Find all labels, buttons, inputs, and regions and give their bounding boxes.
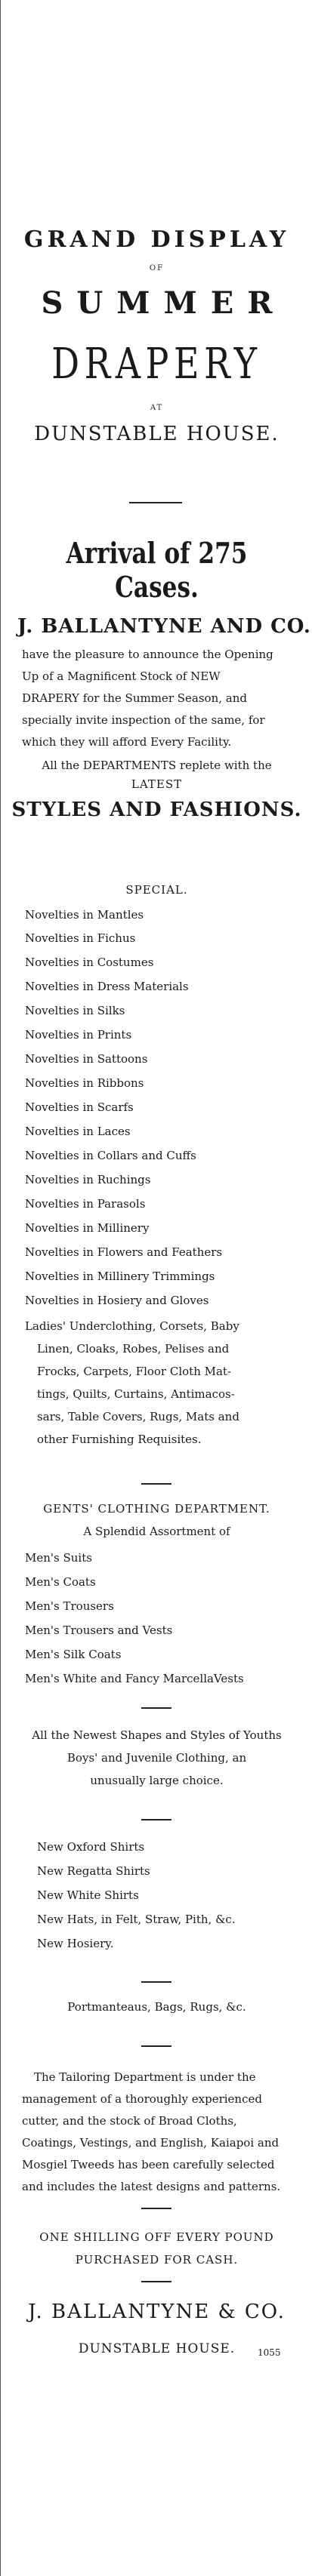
ladies-line: tings, Quilts, Curtains, Antimacos- — [37, 1387, 235, 1401]
list-item: Novelties in Parasols — [25, 1197, 146, 1211]
youths-line: All the Newest Shapes and Styles of Youths — [32, 1728, 282, 1742]
youths-line: unusually large choice. — [90, 1774, 224, 1787]
ladies-line: sars, Table Covers, Rugs, Mats and — [37, 1410, 239, 1423]
list-item: Novelties in Millinery — [25, 1221, 150, 1235]
house-heading: DUNSTABLE HOUSE. — [34, 423, 280, 445]
ladies-line: other Furnishing Requisites. — [37, 1433, 202, 1446]
latest-label: LATEST — [131, 777, 183, 791]
tailoring-paragraph: The Tailoring Department is under the management of a thoroughly experienced cutter, and the stock of Broad Cloths, Coatings, Vestings, and English, Kaiapoi and Mosgiel Tweeds has been carefully selected and includes the latest designs and patterns. — [22, 2070, 281, 2193]
divider-rule — [129, 502, 182, 503]
list-item: New White Shirts — [37, 1888, 139, 1902]
divider-rule — [141, 1707, 171, 1709]
firm-name: J. BALLANTYNE & CO. — [28, 2301, 286, 2323]
ladies-line: Ladies' Underclothing, Corsets, Baby — [25, 1319, 239, 1333]
divider-rule — [141, 1483, 171, 1485]
list-item: Novelties in Scarfs — [25, 1100, 134, 1114]
list-item: Men's Silk Coats — [25, 1648, 122, 1661]
list-item: Men's Trousers and Vests — [25, 1623, 173, 1637]
list-item: Novelties in Collars and Cuffs — [25, 1149, 196, 1162]
list-item: Novelties in Flowers and Feathers — [25, 1245, 223, 1259]
intro-text: have the pleasure to announce the Opening Up of a Magnificent Stock of NEW DRAPERY for the Summer Season, and specially invite inspection of the same, for which they will afford Every Facility. — [22, 648, 273, 749]
divider-rule — [141, 2281, 171, 2282]
list-item: New Hats, in Felt, Straw, Pith, &c. — [37, 1913, 236, 1926]
list-item: Novelties in Silks — [25, 1004, 125, 1017]
list-item: Novelties in Prints — [25, 1028, 132, 1042]
list-item: Novelties in Costumes — [25, 956, 154, 969]
list-item: Novelties in Sattoons — [25, 1052, 148, 1066]
arrival-heading: Arrival of 275 Cases. — [66, 536, 248, 604]
list-item: Men's Trousers — [25, 1599, 114, 1613]
footer-house: DUNSTABLE HOUSE. — [78, 2341, 236, 2356]
list-item: New Oxford Shirts — [37, 1840, 145, 1854]
list-item: Novelties in Ribbons — [25, 1076, 144, 1090]
list-item: Men's Coats — [25, 1575, 96, 1589]
youths-line: Boys' and Juvenile Clothing, an — [66, 1751, 247, 1765]
footer-code: 1055 — [258, 2347, 281, 2358]
divider-rule — [141, 1819, 171, 1820]
list-item: Men's Suits — [25, 1551, 92, 1565]
list-item: Novelties in Laces — [25, 1125, 131, 1138]
at-label: AT — [150, 404, 164, 412]
list-item: New Regatta Shirts — [37, 1864, 150, 1878]
summer-heading: SUMMER — [41, 285, 286, 321]
list-item: Novelties in Dress Materials — [25, 980, 189, 993]
divider-rule — [141, 2045, 171, 2047]
list-item: New Hosiery. — [37, 1937, 114, 1950]
list-item: Novelties in Millinery Trimmings — [25, 1270, 215, 1283]
departments-line: All the DEPARTMENTS replete with the — [42, 759, 272, 772]
list-item: Novelties in Fichus — [25, 931, 136, 945]
list-item: Novelties in Hosiery and Gloves — [25, 1294, 209, 1307]
special-heading: SPECIAL. — [125, 883, 188, 897]
list-item: Novelties in Mantles — [25, 908, 144, 922]
of-label: OF — [149, 264, 165, 272]
shilling-line: PURCHASED FOR CASH. — [75, 2253, 239, 2267]
gents-heading: GENTS' CLOTHING DEPARTMENT. — [43, 1502, 270, 1516]
shilling-line: ONE SHILLING OFF EVERY POUND — [39, 2230, 274, 2244]
divider-rule — [141, 1981, 171, 1983]
drapery-heading: DRAPERY — [51, 340, 262, 389]
grand-display-heading: GRAND DISPLAY — [23, 226, 290, 253]
gents-subheading: A Splendid Assortment of — [83, 1525, 230, 1538]
list-item: Novelties in Ruchings — [25, 1173, 151, 1186]
ladies-line: Frocks, Carpets, Floor Cloth Mat- — [37, 1365, 232, 1378]
portmanteaus-line: Portmanteaus, Bags, Rugs, &c. — [67, 2000, 246, 2014]
list-item: Men's White and Fancy MarcellaVests — [25, 1672, 244, 1685]
divider-rule — [141, 2208, 171, 2209]
ladies-line: Linen, Cloaks, Robes, Pelises and — [37, 1342, 230, 1356]
intro-firm-line: J. BALLANTYNE AND CO. — [17, 615, 311, 638]
styles-heading: STYLES AND FASHIONS. — [11, 799, 302, 821]
